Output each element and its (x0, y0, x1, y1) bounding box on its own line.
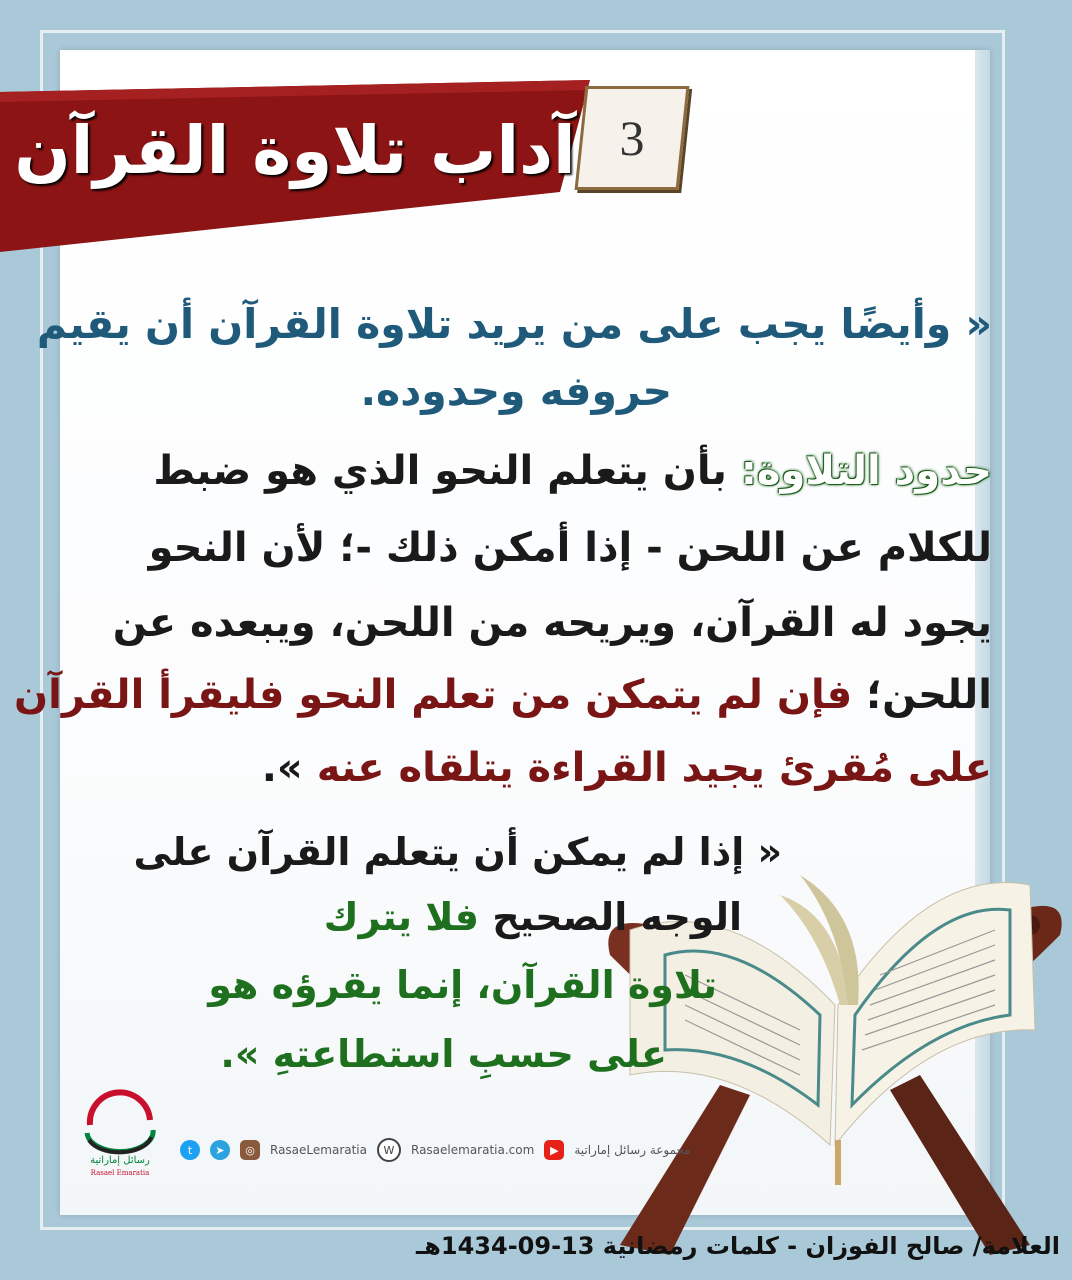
logo-latin-text: Rasael Emaratia (90, 1169, 150, 1177)
para2-line4 (14, 672, 992, 718)
para1-line2: حروفه وحدوده. (360, 367, 672, 415)
para2-line5 (262, 745, 992, 791)
para1-line1: « وأيضًا يجب على من يريد تلاوة القرآن أن يقيم (36, 300, 992, 348)
group-name: مجموعة رسائل إماراتية (574, 1143, 691, 1157)
para2-line3: يجود له القرآن، ويريحه من اللحن، ويبعده عن (112, 600, 992, 646)
logo-arabic-text: رسائل إماراتية (90, 1155, 150, 1166)
telegram-icon[interactable]: ➤ (210, 1140, 230, 1160)
web-icon[interactable]: W (377, 1138, 401, 1162)
social-links-row (180, 1135, 691, 1165)
twitter-icon[interactable]: t (180, 1140, 200, 1160)
para3-line1: « إذا لم يمكن أن يتعلم القرآن على (133, 830, 782, 874)
youtube-icon[interactable]: ▶ (544, 1140, 564, 1160)
para3-line4: على حسبِ استطاعتهِ ». (220, 1032, 667, 1076)
para2-line1 (153, 448, 992, 494)
para2-line1-text: بأن يتعلم النحو الذي هو ضبط (153, 448, 741, 494)
para3-line3: تلاوة القرآن، إنما يقرؤه هو (208, 963, 717, 1007)
rasael-emaratia-logo (75, 1085, 165, 1180)
para2-line2: للكلام عن اللحن - إذا أمكن ذلك -؛ لأن النحو (148, 525, 992, 571)
lesson-number: 3 (619, 110, 645, 166)
definition-label: حدود التلاوة: (740, 448, 992, 494)
para3-line2-black: الوجه الصحيح (478, 895, 742, 939)
para3-line2-green: فلا يترك (323, 895, 479, 939)
para2-line4-red: فإن لم يتمكن من تعلم النحو فليقرأ القرآن (14, 672, 853, 718)
footer-credit: العلامة/ صالح الفوزان - كلمات رمضانية 13-09-1434هـ (416, 1232, 1060, 1260)
para3-line2 (324, 895, 742, 939)
page-title: آداب تلاوة القرآن (14, 112, 576, 189)
social-handle[interactable]: RasaeLemaratia (270, 1143, 367, 1157)
para2-line4-black: اللحن؛ (852, 672, 992, 718)
para2-line5-end: ». (261, 745, 317, 791)
website-link[interactable]: Rasaelemaratia.com (411, 1143, 535, 1157)
instagram-icon[interactable]: ◎ (240, 1140, 260, 1160)
para2-line5-red: على مُقرئ يجيد القراءة يتلقاه عنه (316, 745, 992, 791)
lesson-number-badge (575, 86, 690, 190)
